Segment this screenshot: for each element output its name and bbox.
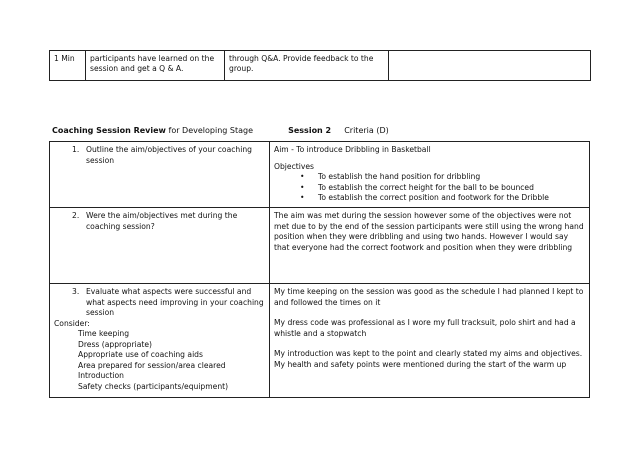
session-plan-table-fragment xyxy=(49,50,591,81)
session-label: Session 2 xyxy=(288,126,332,135)
question-text: Evaluate what aspects were successful and what aspects need improving in your coaching session xyxy=(86,287,264,317)
question-cell xyxy=(50,142,270,208)
activity-cell: participants have learned on the session and get a Q & A. xyxy=(86,51,225,81)
table-row xyxy=(50,142,590,208)
list-item: • To establish the hand position for dribbling xyxy=(274,172,585,183)
question-text: Outline the aim/objectives of your coaching session xyxy=(86,145,252,165)
aim-text: Aim - To introduce Dribbling in Basketball xyxy=(274,145,431,154)
question-number: 3. xyxy=(72,287,80,296)
list-item: Dress (appropriate) xyxy=(78,339,152,349)
question-number: 1. xyxy=(72,145,80,154)
list-item: Time keeping xyxy=(78,329,130,338)
answer-paragraph: My introduction was kept to the point and clearly stated my aims and objectives. My health and safety points were mentioned during the start of the warm up xyxy=(274,349,583,369)
answer-cell xyxy=(270,142,590,208)
answer-paragraph: My dress code was professional as I wore my full tracksuit, polo shirt and had a whistle and a stopwatch xyxy=(274,318,576,338)
question-number: 2. xyxy=(72,211,80,220)
empty-cell xyxy=(389,51,591,81)
table-row xyxy=(50,51,591,81)
list-item: • To establish the correct position and footwork for the Dribble xyxy=(274,193,585,204)
answer-paragraph: My time keeping on the session was good as the schedule I had planned I kept to and followed the times on it xyxy=(274,287,584,307)
list-item: Area prepared for session/area cleared xyxy=(78,360,226,370)
answer-cell xyxy=(270,284,590,398)
objectives-list xyxy=(274,172,585,204)
criteria-label: Criteria (D) xyxy=(344,126,389,135)
objectives-label: Objectives xyxy=(274,161,314,171)
review-subtitle: for Developing Stage xyxy=(168,126,254,135)
consider-list xyxy=(54,329,265,392)
time-cell: 1 Min xyxy=(50,51,86,81)
list-item: Introduction xyxy=(78,371,124,380)
list-item: • To establish the correct height for the ball to be bounced xyxy=(274,183,585,194)
answer-cell: The aim was met during the session however some of the objectives were not met due to by the end of the session participants were still using the wrong hand position when they were dribbling and using two hands. However I would say that everyone had the correct footwork and position when they were dribbling xyxy=(270,208,590,284)
consider-label: Consider: xyxy=(54,318,90,328)
review-heading xyxy=(52,126,389,136)
question-cell xyxy=(50,208,270,284)
review-table xyxy=(49,141,590,398)
question-cell xyxy=(50,284,270,398)
list-item: Appropriate use of coaching aids xyxy=(78,350,203,359)
table-row xyxy=(50,284,590,398)
question-text: Were the aim/objectives met during the coaching session? xyxy=(86,211,238,231)
review-title: Coaching Session Review xyxy=(52,126,166,135)
list-item: Safety checks (participants/equipment) xyxy=(78,381,229,391)
table-row xyxy=(50,208,590,284)
coaching-points-cell: through Q&A. Provide feedback to the group. xyxy=(225,51,389,81)
